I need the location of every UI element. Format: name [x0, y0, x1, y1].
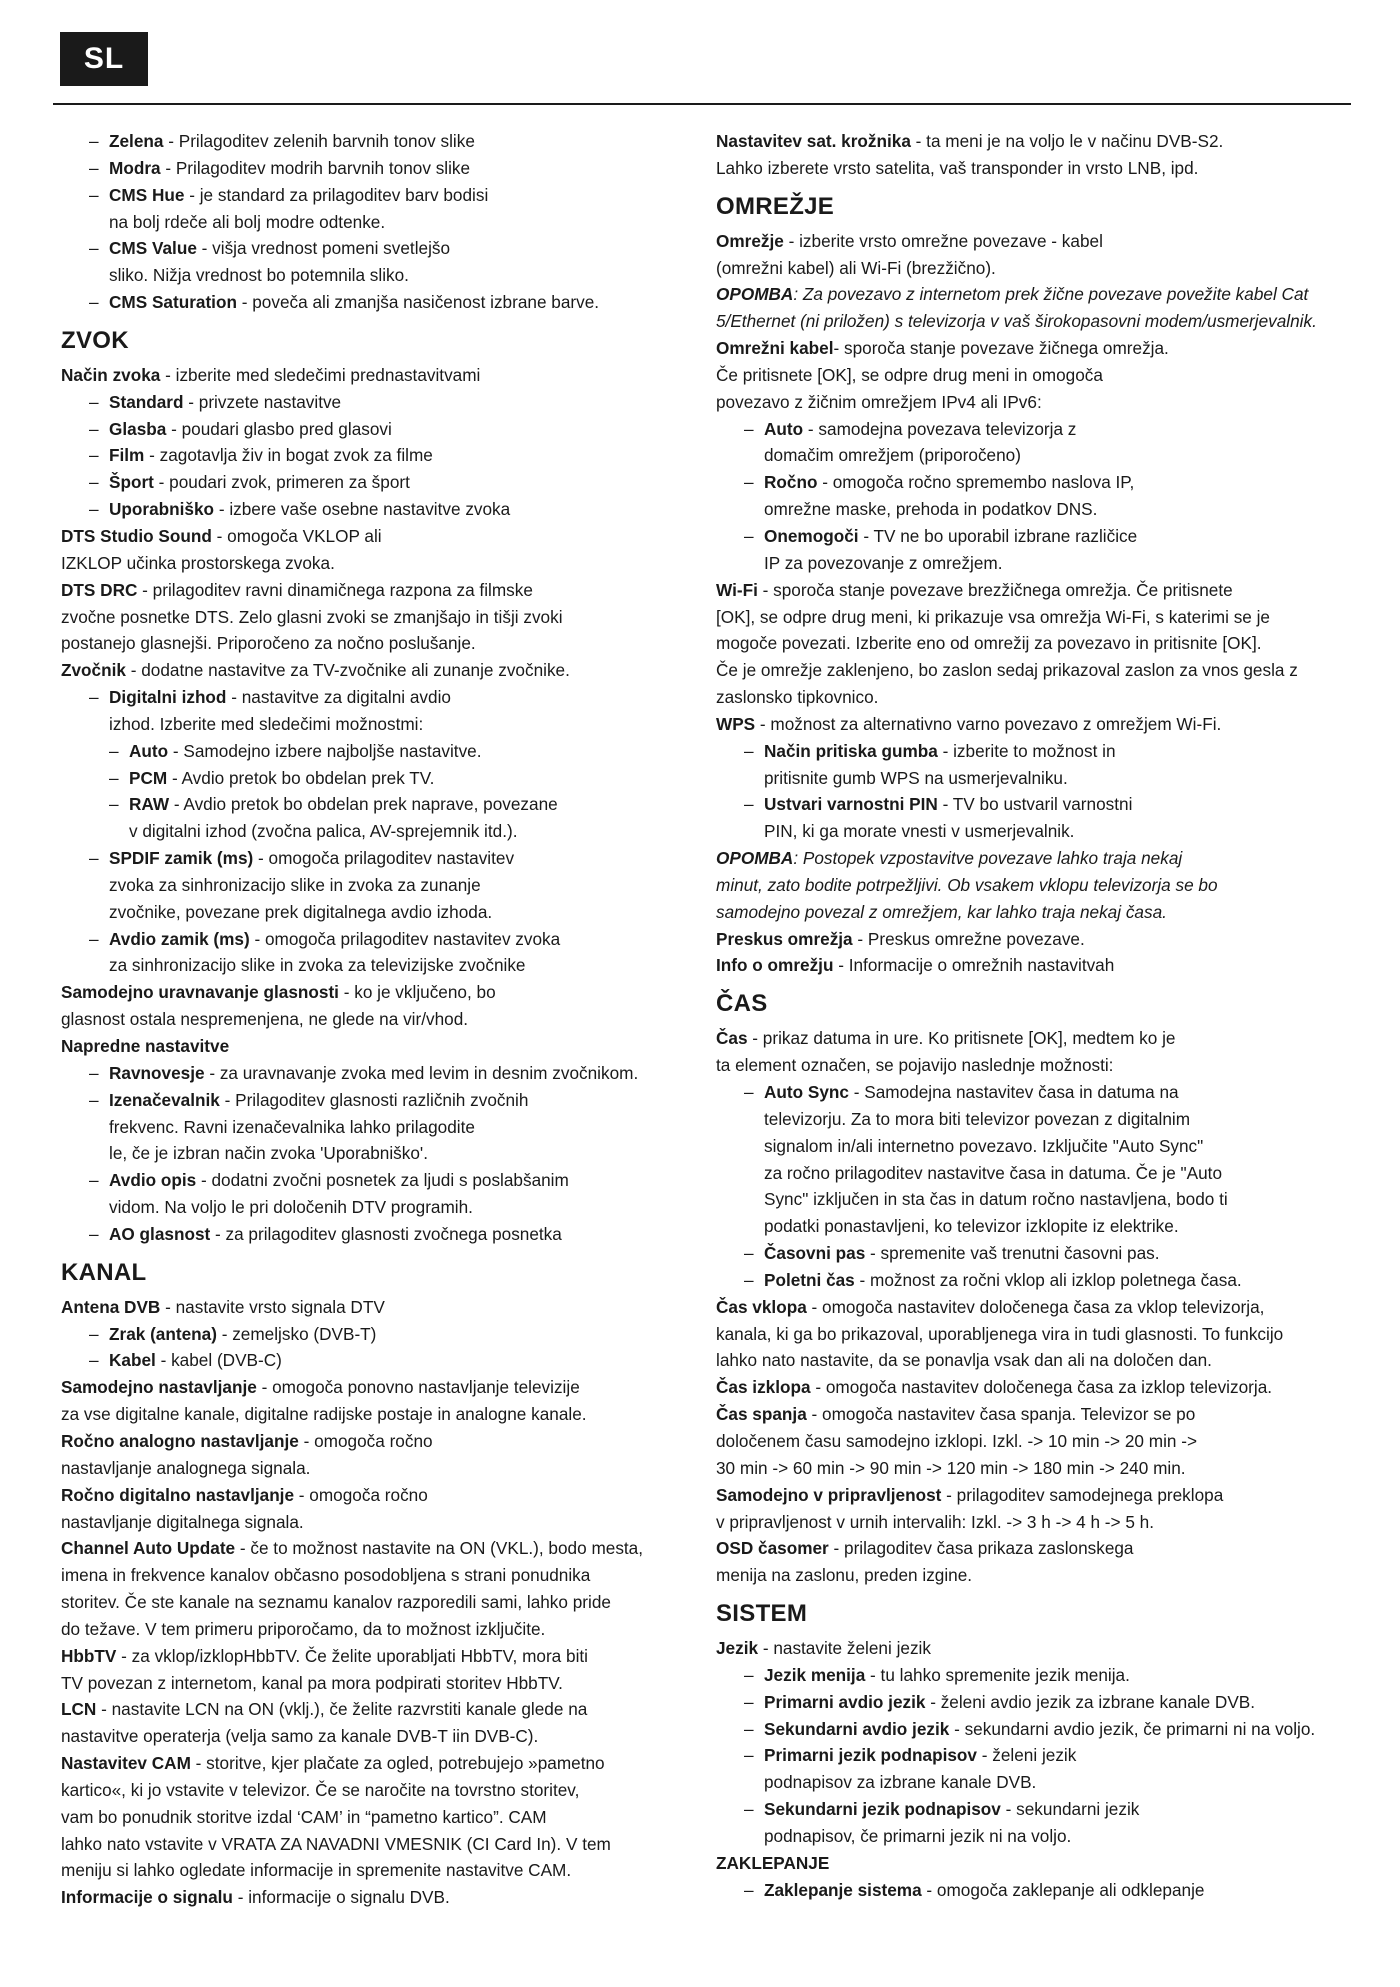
list-item: – Sekundarni avdio jezik - sekundarni avdio jezik, če primarni ni na voljo. [744, 1718, 1316, 1739]
paragraph: vam bo ponudnik storitve izdal ‘CAM’ in “pametno kartico”. CAM [61, 1806, 547, 1827]
note: samodejno povezal z omrežjem, kar lahko traja nekaj časa. [716, 901, 1167, 922]
list-item-continuation: izhod. Izberite med sledečimi možnostmi: [109, 713, 424, 734]
list-item: – Auto - Samodejno izbere najboljše nastavitve. [109, 740, 482, 761]
list-item: – Ustvari varnostni PIN - TV bo ustvaril varnostni [744, 794, 1133, 815]
paragraph: Ročno analogno nastavljanje - omogoča ročno [61, 1430, 433, 1451]
paragraph: Nastavitev CAM - storitve, kjer plačate za ogled, potrebujejo »pametno [61, 1753, 605, 1774]
paragraph: Preskus omrežja - Preskus omrežne povezave. [716, 928, 1085, 949]
paragraph: Čas spanja - omogoča nastavitev časa spanja. Televizor se po [716, 1404, 1196, 1425]
paragraph: OSD časomer - prilagoditev časa prikaza zaslonskega [716, 1538, 1134, 1559]
paragraph: kanala, ki ga bo prikazoval, uporabljenega vira in tudi glasnosti. To funkcijo [716, 1323, 1284, 1344]
paragraph: Če je omrežje zaklenjeno, bo zaslon sedaj prikazoval zaslon za vnos gesla z [716, 660, 1298, 681]
list-item-continuation: na bolj rdeče ali bolj modre odtenke. [109, 211, 386, 232]
subheading: ZAKLEPANJE [716, 1852, 830, 1873]
list-item: – Sekundarni jezik podnapisov - sekundarni jezik [744, 1799, 1140, 1820]
list-item-continuation: PIN, ki ga morate vnesti v usmerjevalnik. [764, 821, 1075, 842]
paragraph: kartico«, ki jo vstavite v televizor. Če se naročite na tovrstno storitev, [61, 1779, 580, 1800]
paragraph: nastavljanje digitalnega signala. [61, 1511, 304, 1532]
note: OPOMBA: Za povezavo z internetom prek žične povezave povežite kabel Cat [716, 284, 1309, 305]
paragraph: do težave. V tem primeru priporočamo, da to možnost izključite. [61, 1618, 546, 1639]
list-item: – SPDIF zamik (ms) - omogoča prilagoditev nastavitev [89, 848, 515, 869]
paragraph: postanejo glasnejši. Priporočeno za nočno poslušanje. [61, 633, 476, 654]
paragraph: Wi-Fi - sporoča stanje povezave brezžičnega omrežja. Če pritisnete [716, 579, 1233, 600]
list-item: – CMS Value - višja vrednost pomeni svetlejšo [89, 238, 451, 259]
paragraph: Nastavitev sat. krožnika - ta meni je na voljo le v načinu DVB-S2. [716, 131, 1224, 151]
list-item-continuation: vidom. Na voljo le pri določenih DTV programih. [109, 1197, 473, 1218]
paragraph: DTS Studio Sound - omogoča VKLOP ali [61, 525, 382, 546]
paragraph: Čas izklopa - omogoča nastavitev določenega časa za izklop televizorja. [716, 1377, 1273, 1398]
list-item: – Avdio opis - dodatni zvočni posnetek za ljudi s poslabšanim [89, 1170, 569, 1191]
list-item-continuation: podatki ponastavljeni, ko televizor izklopite iz elektrike. [764, 1216, 1179, 1237]
list-item: – AO glasnost - za prilagoditev glasnosti zvočnega posnetka [89, 1223, 562, 1244]
section-heading-zvok: ZVOK [61, 326, 129, 354]
paragraph: Channel Auto Update - če to možnost nastavite na ON (VKL.), bodo mesta, [61, 1538, 644, 1559]
list-item-continuation: televizorju. Za to mora biti televizor povezan z digitalnim [764, 1108, 1191, 1129]
list-item-continuation: signalom in/ali internetno povezavo. Izključite "Auto Sync" [764, 1135, 1204, 1156]
paragraph: 30 min -> 60 min -> 90 min -> 120 min -> 180 min -> 240 min. [716, 1457, 1186, 1478]
list-item: – Šport - poudari zvok, primeren za šport [89, 472, 410, 493]
list-item-continuation: le, če je izbran način zvoka 'Uporabniško'. [109, 1143, 428, 1164]
list-item: – Primarni jezik podnapisov - želeni jezik [744, 1745, 1077, 1766]
paragraph: LCN - nastavite LCN na ON (vklj.), če želite razvrstiti kanale glede na [61, 1699, 588, 1720]
paragraph: mogoče povezati. Izberite eno od omrežij za povezavo in pritisnite [OK]. [716, 633, 1262, 654]
list-item-continuation: zvoka za sinhronizacijo slike in zvoka za zunanje [109, 874, 481, 895]
left-column [61, 128, 701, 1911]
paragraph: WPS - možnost za alternativno varno povezavo z omrežjem Wi-Fi. [716, 713, 1222, 734]
paragraph: Ročno digitalno nastavljanje - omogoča ročno [61, 1484, 428, 1505]
section-heading-kanal: KANAL [61, 1258, 147, 1286]
list-item: – Ročno - omogoča ročno spremembo naslova IP, [744, 472, 1135, 493]
list-item: – Film - zagotavlja živ in bogat zvok za filme [89, 445, 433, 466]
section-heading-cas: ČAS [716, 990, 768, 1018]
paragraph: Jezik - nastavite želeni jezik [716, 1638, 931, 1659]
list-item: – Zaklepanje sistema - omogoča zaklepanje ali odklepanje [744, 1879, 1205, 1900]
list-item: – Auto - samodejna povezava televizorja z [744, 418, 1077, 439]
paragraph: Če pritisnete [OK], se odpre drug meni in omogoča [716, 364, 1103, 385]
list-item-continuation: v digitalni izhod (zvočna palica, AV-sprejemnik itd.). [129, 821, 518, 842]
paragraph: ta element označen, se pojavijo naslednje možnosti: [716, 1055, 1114, 1076]
list-item: – Primarni avdio jezik - želeni avdio jezik za izbrane kanale DVB. [744, 1691, 1256, 1712]
paragraph: Način zvoka - izberite med sledečimi prednastavitvami [61, 364, 481, 385]
paragraph: določenem času samodejno izklopi. Izkl. -> 10 min -> 20 min -> [716, 1430, 1197, 1451]
paragraph: lahko nato vstavite v VRATA ZA NAVADNI VMESNIK (CI Card In). V tem [61, 1833, 611, 1854]
paragraph: nastavitve operaterja (velja samo za kanale DVB-T iin DVB-C). [61, 1726, 539, 1747]
list-item-continuation: zvočnike, povezane prek digitalnega avdio izhoda. [109, 901, 493, 922]
list-item-continuation: frekvenc. Ravni izenačevalnika lahko prilagodite [109, 1116, 475, 1137]
paragraph: DTS DRC - prilagoditev ravni dinamičnega razpona za filmske [61, 579, 533, 600]
list-item: – Zrak (antena) - zemeljsko (DVB-T) [89, 1323, 377, 1344]
list-item: – Časovni pas - spremenite vaš trenutni časovni pas. [744, 1243, 1160, 1264]
list-item-continuation: omrežne maske, prehoda in podatkov DNS. [764, 499, 1098, 520]
list-item: – CMS Hue - je standard za prilagoditev barv bodisi [89, 184, 489, 205]
language-badge: SL [60, 32, 148, 86]
list-item: – Standard - privzete nastavitve [89, 391, 342, 412]
list-item-continuation: podnapisov, če primarni jezik ni na voljo. [764, 1825, 1072, 1846]
note: OPOMBA: Postopek vzpostavitve povezave lahko traja nekaj [716, 848, 1183, 869]
section-heading-sistem: SISTEM [716, 1600, 808, 1628]
paragraph: IZKLOP učinka prostorskega zvoka. [61, 552, 335, 573]
list-item-continuation: podnapisov za izbrane kanale DVB. [764, 1772, 1037, 1793]
paragraph: Informacije o signalu - informacije o signalu DVB. [61, 1887, 450, 1908]
paragraph: zvočne posnetke DTS. Zelo glasni zvoki se zmanjšajo in tišji zvoki [61, 606, 563, 627]
paragraph: Čas - prikaz datuma in ure. Ko pritisnete [OK], medtem ko je [716, 1028, 1176, 1049]
list-item: – Način pritiska gumba - izberite to možnost in [744, 740, 1116, 761]
list-item: – Modra - Prilagoditev modrih barvnih tonov slike [89, 157, 471, 178]
list-item-continuation: Sync" izključen in sta čas in datum ročno nastavljena, bodo ti [764, 1189, 1228, 1210]
paragraph: imena in frekvence kanalov občasno posodobljena s strani ponudnika [61, 1565, 591, 1586]
header-divider [53, 103, 1351, 105]
paragraph: Omrežje - izberite vrsto omrežne povezave - kabel [716, 230, 1103, 251]
right-column [716, 128, 1356, 1903]
paragraph: HbbTV - za vklop/izklopHbbTV. Če želite uporabljati HbbTV, mora biti [61, 1645, 588, 1666]
paragraph: Lahko izberete vrsto satelita, vaš transponder in vrsto LNB, ipd. [716, 157, 1199, 178]
list-item-continuation: sliko. Nižja vrednost bo potemnila sliko. [109, 265, 409, 286]
list-item: – Onemogoči - TV ne bo uporabil izbrane različice [744, 525, 1138, 546]
paragraph: povezavo z žičnim omrežjem IPv4 ali IPv6: [716, 391, 1042, 412]
list-item-continuation: za ročno prilagoditev nastavitve časa in datuma. Če je "Auto [764, 1162, 1223, 1183]
paragraph: storitev. Če ste kanale na seznamu kanalov razporedili sami, lahko pride [61, 1592, 611, 1613]
note: minut, zato bodite potrpežljivi. Ob vsakem vklopu televizorja se bo [716, 874, 1218, 895]
paragraph: Samodejno nastavljanje - omogoča ponovno nastavljanje televizije [61, 1377, 580, 1398]
list-item: – Avdio zamik (ms) - omogoča prilagoditev nastavitev zvoka [89, 928, 561, 949]
list-item-continuation: pritisnite gumb WPS na usmerjevalniku. [764, 767, 1068, 788]
list-item: – RAW - Avdio pretok bo obdelan prek naprave, povezane [109, 794, 558, 815]
list-item: – Poletni čas - možnost za ročni vklop ali izklop poletnega časa. [744, 1269, 1242, 1290]
paragraph: nastavljanje analognega signala. [61, 1457, 311, 1478]
paragraph: Info o omrežju - Informacije o omrežnih nastavitvah [716, 955, 1115, 976]
paragraph: menija na zaslonu, preden izgine. [716, 1565, 973, 1586]
list-item: – CMS Saturation - poveča ali zmanjša nasičenost izbrane barve. [89, 292, 600, 313]
list-item: – Zelena - Prilagoditev zelenih barvnih tonov slike [89, 131, 475, 151]
paragraph: Zvočnik - dodatne nastavitve za TV-zvočnike ali zunanje zvočnike. [61, 660, 570, 681]
paragraph: [OK], se odpre drug meni, ki prikazuje vsa omrežja Wi-Fi, s katerimi se je [716, 606, 1270, 627]
paragraph: Omrežni kabel- sporoča stanje povezave žičnega omrežja. [716, 338, 1169, 359]
list-item: – Glasba - poudari glasbo pred glasovi [89, 418, 392, 439]
subheading: Napredne nastavitve [61, 1036, 230, 1056]
paragraph: (omrežni kabel) ali Wi-Fi (brezžično). [716, 257, 996, 278]
list-item: – PCM - Avdio pretok bo obdelan prek TV. [109, 767, 435, 788]
paragraph: meniju si lahko ogledate informacije in spremenite nastavitve CAM. [61, 1860, 572, 1881]
list-item: – Izenačevalnik - Prilagoditev glasnosti različnih zvočnih [89, 1089, 529, 1110]
list-item: – Ravnovesje - za uravnavanje zvoka med levim in desnim zvočnikom. [89, 1062, 639, 1083]
list-item: – Uporabniško - izbere vaše osebne nastavitve zvoka [89, 499, 511, 520]
section-heading-omrezje: OMREŽJE [716, 192, 835, 220]
paragraph: v pripravljenost v urnih intervalih: Izkl. -> 3 h -> 4 h -> 5 h. [716, 1511, 1155, 1532]
paragraph: TV povezan z internetom, kanal pa mora podpirati storitev HbbTV. [61, 1672, 563, 1693]
paragraph: Samodejno uravnavanje glasnosti - ko je vključeno, bo [61, 982, 496, 1003]
list-item-continuation: domačim omrežjem (priporočeno) [764, 445, 1021, 466]
paragraph: Samodejno v pripravljenost - prilagoditev samodejnega preklopa [716, 1484, 1224, 1505]
list-item: – Digitalni izhod - nastavitve za digitalni avdio [89, 687, 451, 708]
list-item-continuation: IP za povezovanje z omrežjem. [764, 552, 1003, 573]
list-item: – Auto Sync - Samodejna nastavitev časa in datuma na [744, 1082, 1179, 1102]
list-item: – Jezik menija - tu lahko spremenite jezik menija. [744, 1664, 1130, 1685]
list-item: – Kabel - kabel (DVB-C) [89, 1350, 282, 1371]
list-item-continuation: za sinhronizacijo slike in zvoka za televizijske zvočnike [109, 955, 526, 976]
paragraph: zaslonsko tipkovnico. [716, 687, 879, 708]
paragraph: za vse digitalne kanale, digitalne radijske postaje in analogne kanale. [61, 1404, 587, 1425]
paragraph: lahko nato nastavite, da se ponavlja vsak dan ali na določen dan. [716, 1350, 1212, 1371]
paragraph: Antena DVB - nastavite vrsto signala DTV [61, 1296, 385, 1317]
paragraph: Čas vklopa - omogoča nastavitev določenega časa za vklop televizorja, [716, 1296, 1265, 1317]
note: 5/Ethernet (ni priložen) s televizorja v vaš širokopasovni modem/usmerjevalnik. [716, 311, 1317, 332]
paragraph: glasnost ostala nespremenjena, ne glede na vir/vhod. [61, 1009, 469, 1030]
